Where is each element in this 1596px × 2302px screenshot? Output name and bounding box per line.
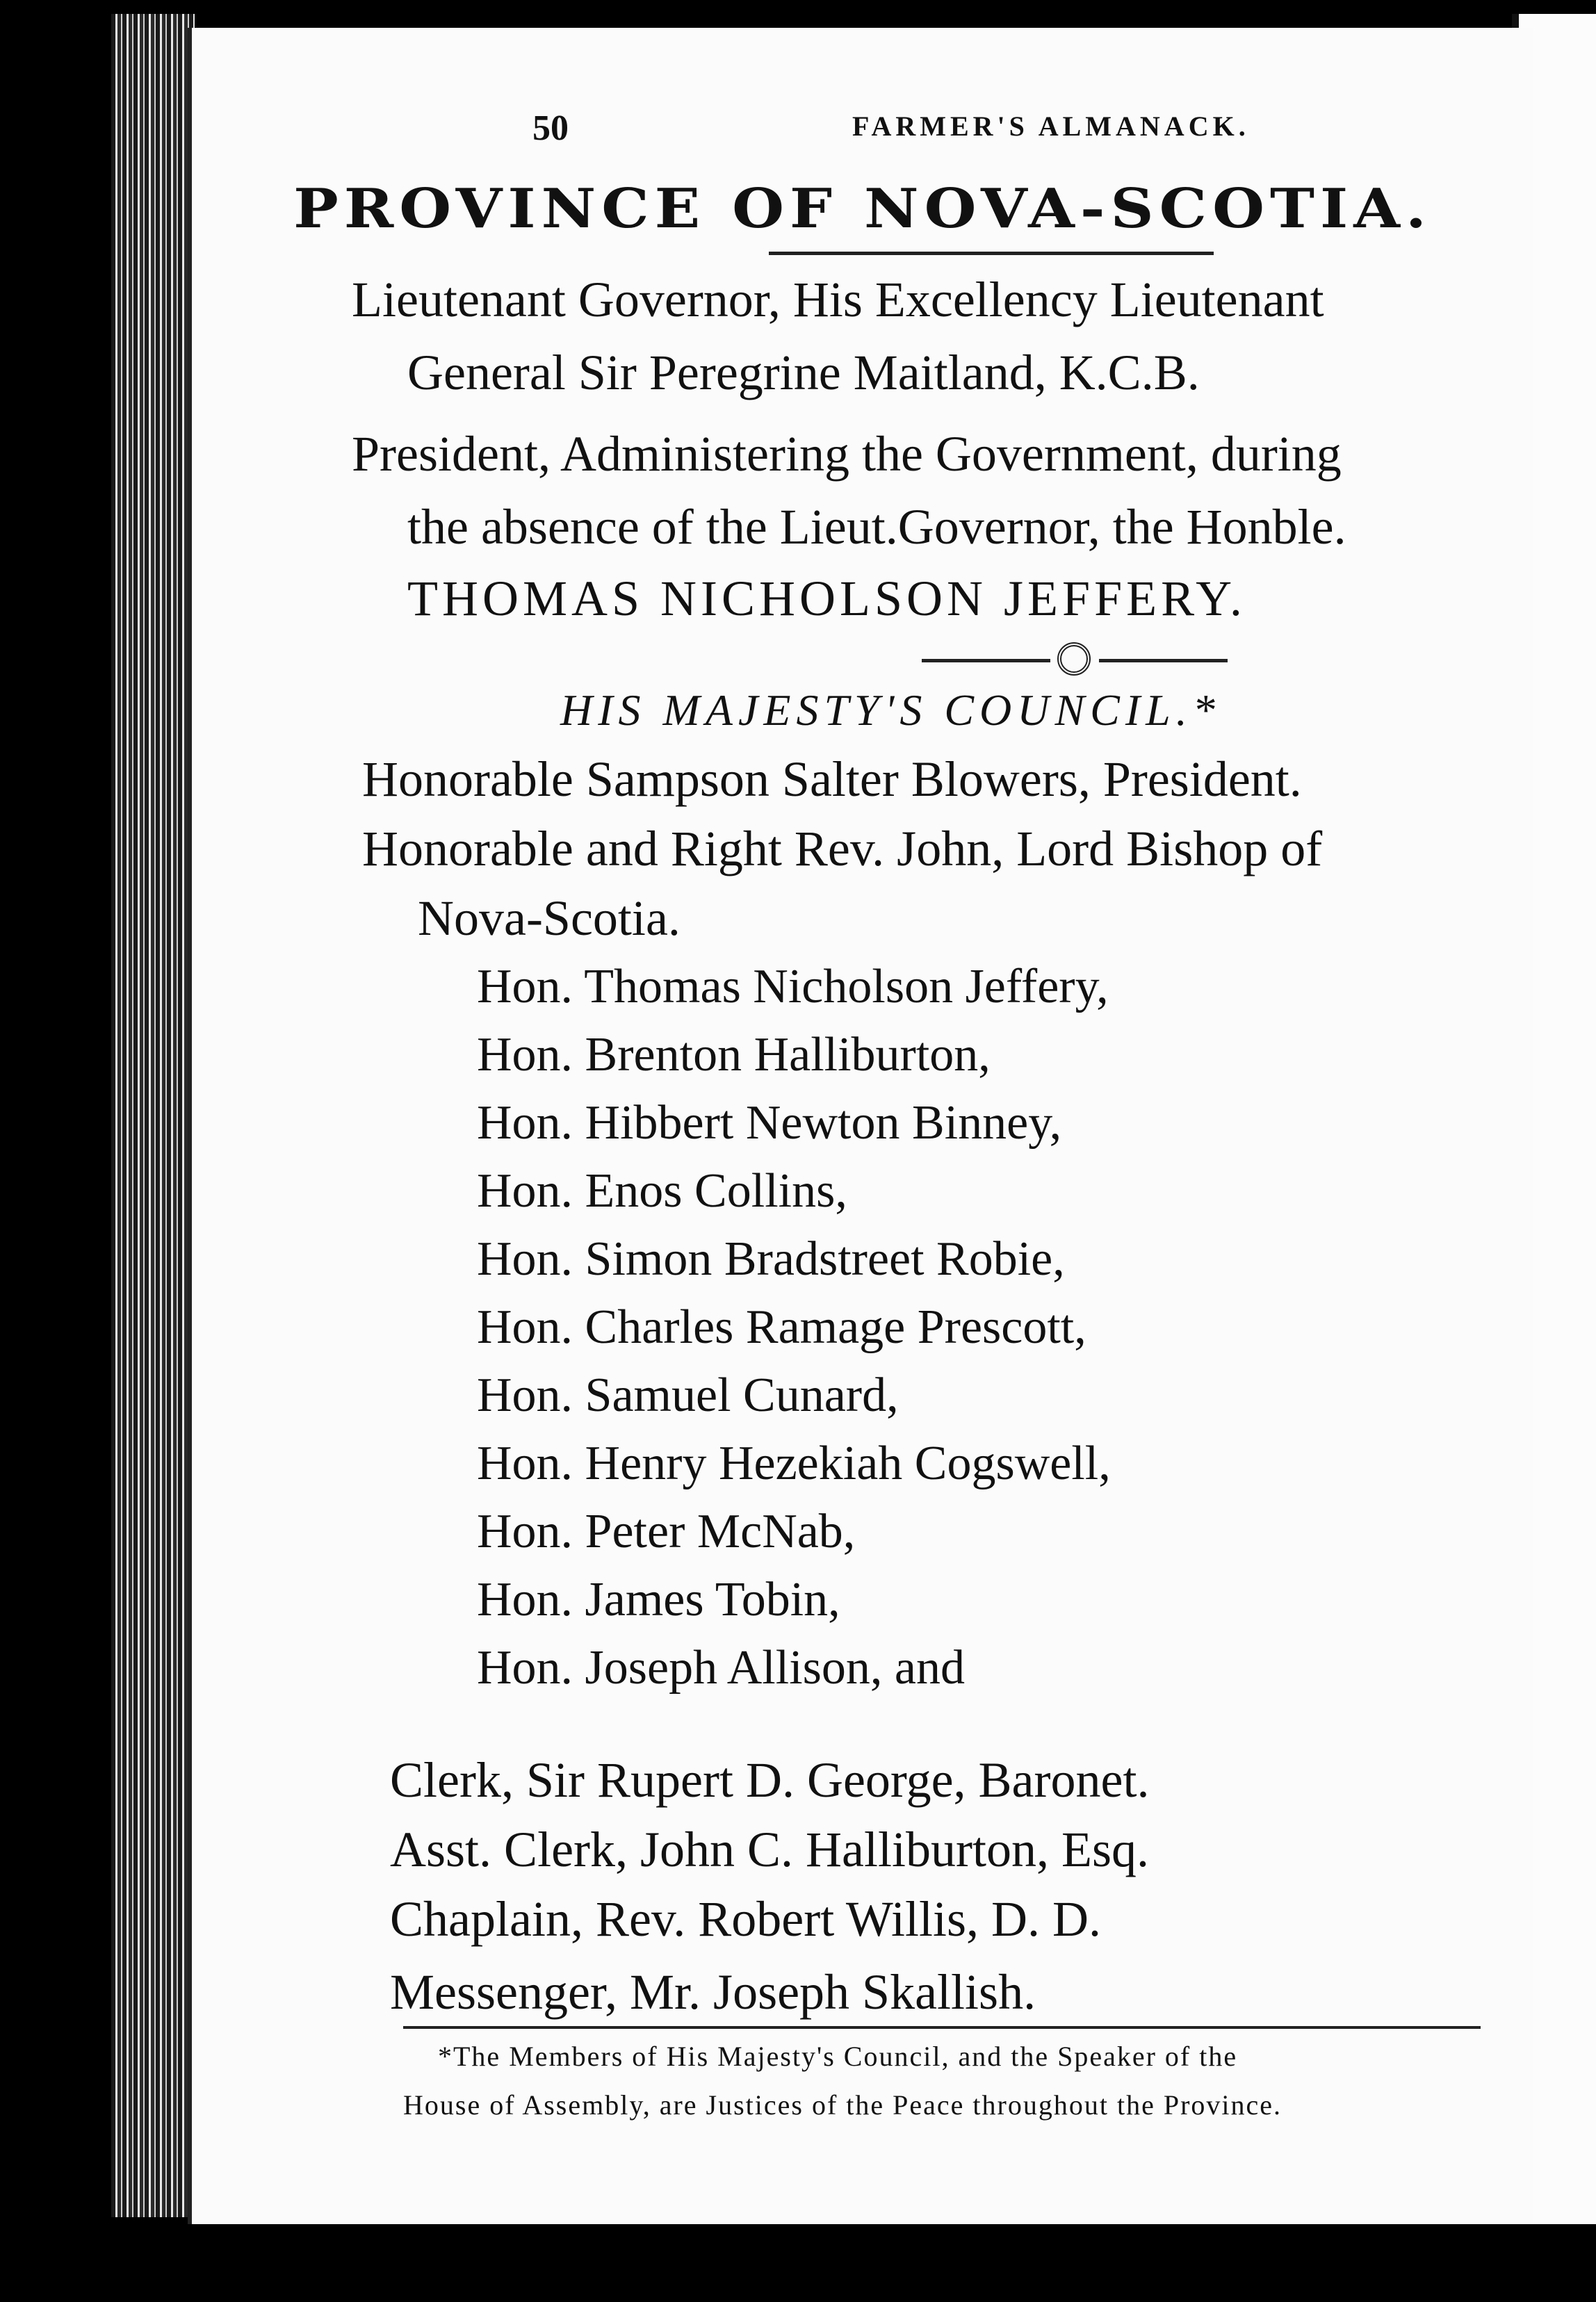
book-page-edges	[111, 14, 195, 2217]
council-heading: HIS MAJESTY'S COUNCIL.*	[560, 685, 1221, 735]
council-member: Hon. Charles Ramage Prescott,	[477, 1300, 1086, 1354]
almanac-page	[188, 28, 1533, 2238]
ornament-rule-left	[922, 659, 1050, 662]
ornament-rule-right	[1099, 659, 1228, 662]
ornament-rosette-icon	[1057, 642, 1091, 676]
ornament-divider	[922, 639, 1228, 681]
lt-governor-line-2: General Sir Peregrine Maitland, K.C.B.	[407, 345, 1200, 400]
bishop-line-1: Honorable and Right Rev. John, Lord Bishop of	[362, 821, 1323, 876]
page-number: 50	[532, 108, 569, 148]
title-rule	[769, 252, 1214, 255]
scan-bottom-edge	[153, 2224, 1596, 2302]
council-member: Hon. Joseph Allison, and	[477, 1641, 965, 1695]
footnote-line-2: House of Assembly, are Justices of the Peace throughout the Province.	[403, 2089, 1282, 2121]
lt-governor-line-1: Lieutenant Governor, His Excellency Lieutenant	[352, 272, 1324, 327]
council-member: Hon. Samuel Cunard,	[477, 1369, 899, 1422]
council-member: Hon. Peter McNab,	[477, 1505, 856, 1558]
officer-clerk: Clerk, Sir Rupert D. George, Baronet.	[390, 1752, 1150, 1808]
council-president-line: Honorable Sampson Salter Blowers, President.	[362, 751, 1302, 807]
president-line-2: the absence of the Lieut.Governor, the Honble.	[407, 499, 1346, 555]
running-head: FARMER'S ALMANACK.	[852, 111, 1250, 142]
officer-messenger: Messenger, Mr. Joseph Skallish.	[390, 1964, 1036, 2020]
president-line-1: President, Administering the Government, during	[352, 426, 1342, 482]
council-member: Hon. Henry Hezekiah Cogswell,	[477, 1437, 1111, 1490]
council-member: Hon. Enos Collins,	[477, 1164, 847, 1218]
council-member: Hon. Thomas Nicholson Jeffery,	[477, 960, 1109, 1013]
footnote-rule	[403, 2026, 1481, 2029]
page-title: PROVINCE OF NOVA-SCOTIA.	[293, 177, 1432, 240]
council-member: Hon. Simon Bradstreet Robie,	[477, 1232, 1065, 1286]
officer-asst-clerk: Asst. Clerk, John C. Halliburton, Esq.	[390, 1822, 1149, 1877]
officer-chaplain: Chaplain, Rev. Robert Willis, D. D.	[390, 1891, 1102, 1947]
council-member: Hon. Brenton Halliburton,	[477, 1028, 991, 1081]
council-member: Hon. Hibbert Newton Binney,	[477, 1096, 1062, 1150]
footnote-line-1: *The Members of His Majesty's Council, and the Speaker of the	[438, 2041, 1238, 2072]
bishop-line-2: Nova-Scotia.	[418, 890, 681, 946]
president-name: THOMAS NICHOLSON JEFFERY.	[407, 571, 1246, 626]
council-member: Hon. James Tobin,	[477, 1573, 840, 1626]
